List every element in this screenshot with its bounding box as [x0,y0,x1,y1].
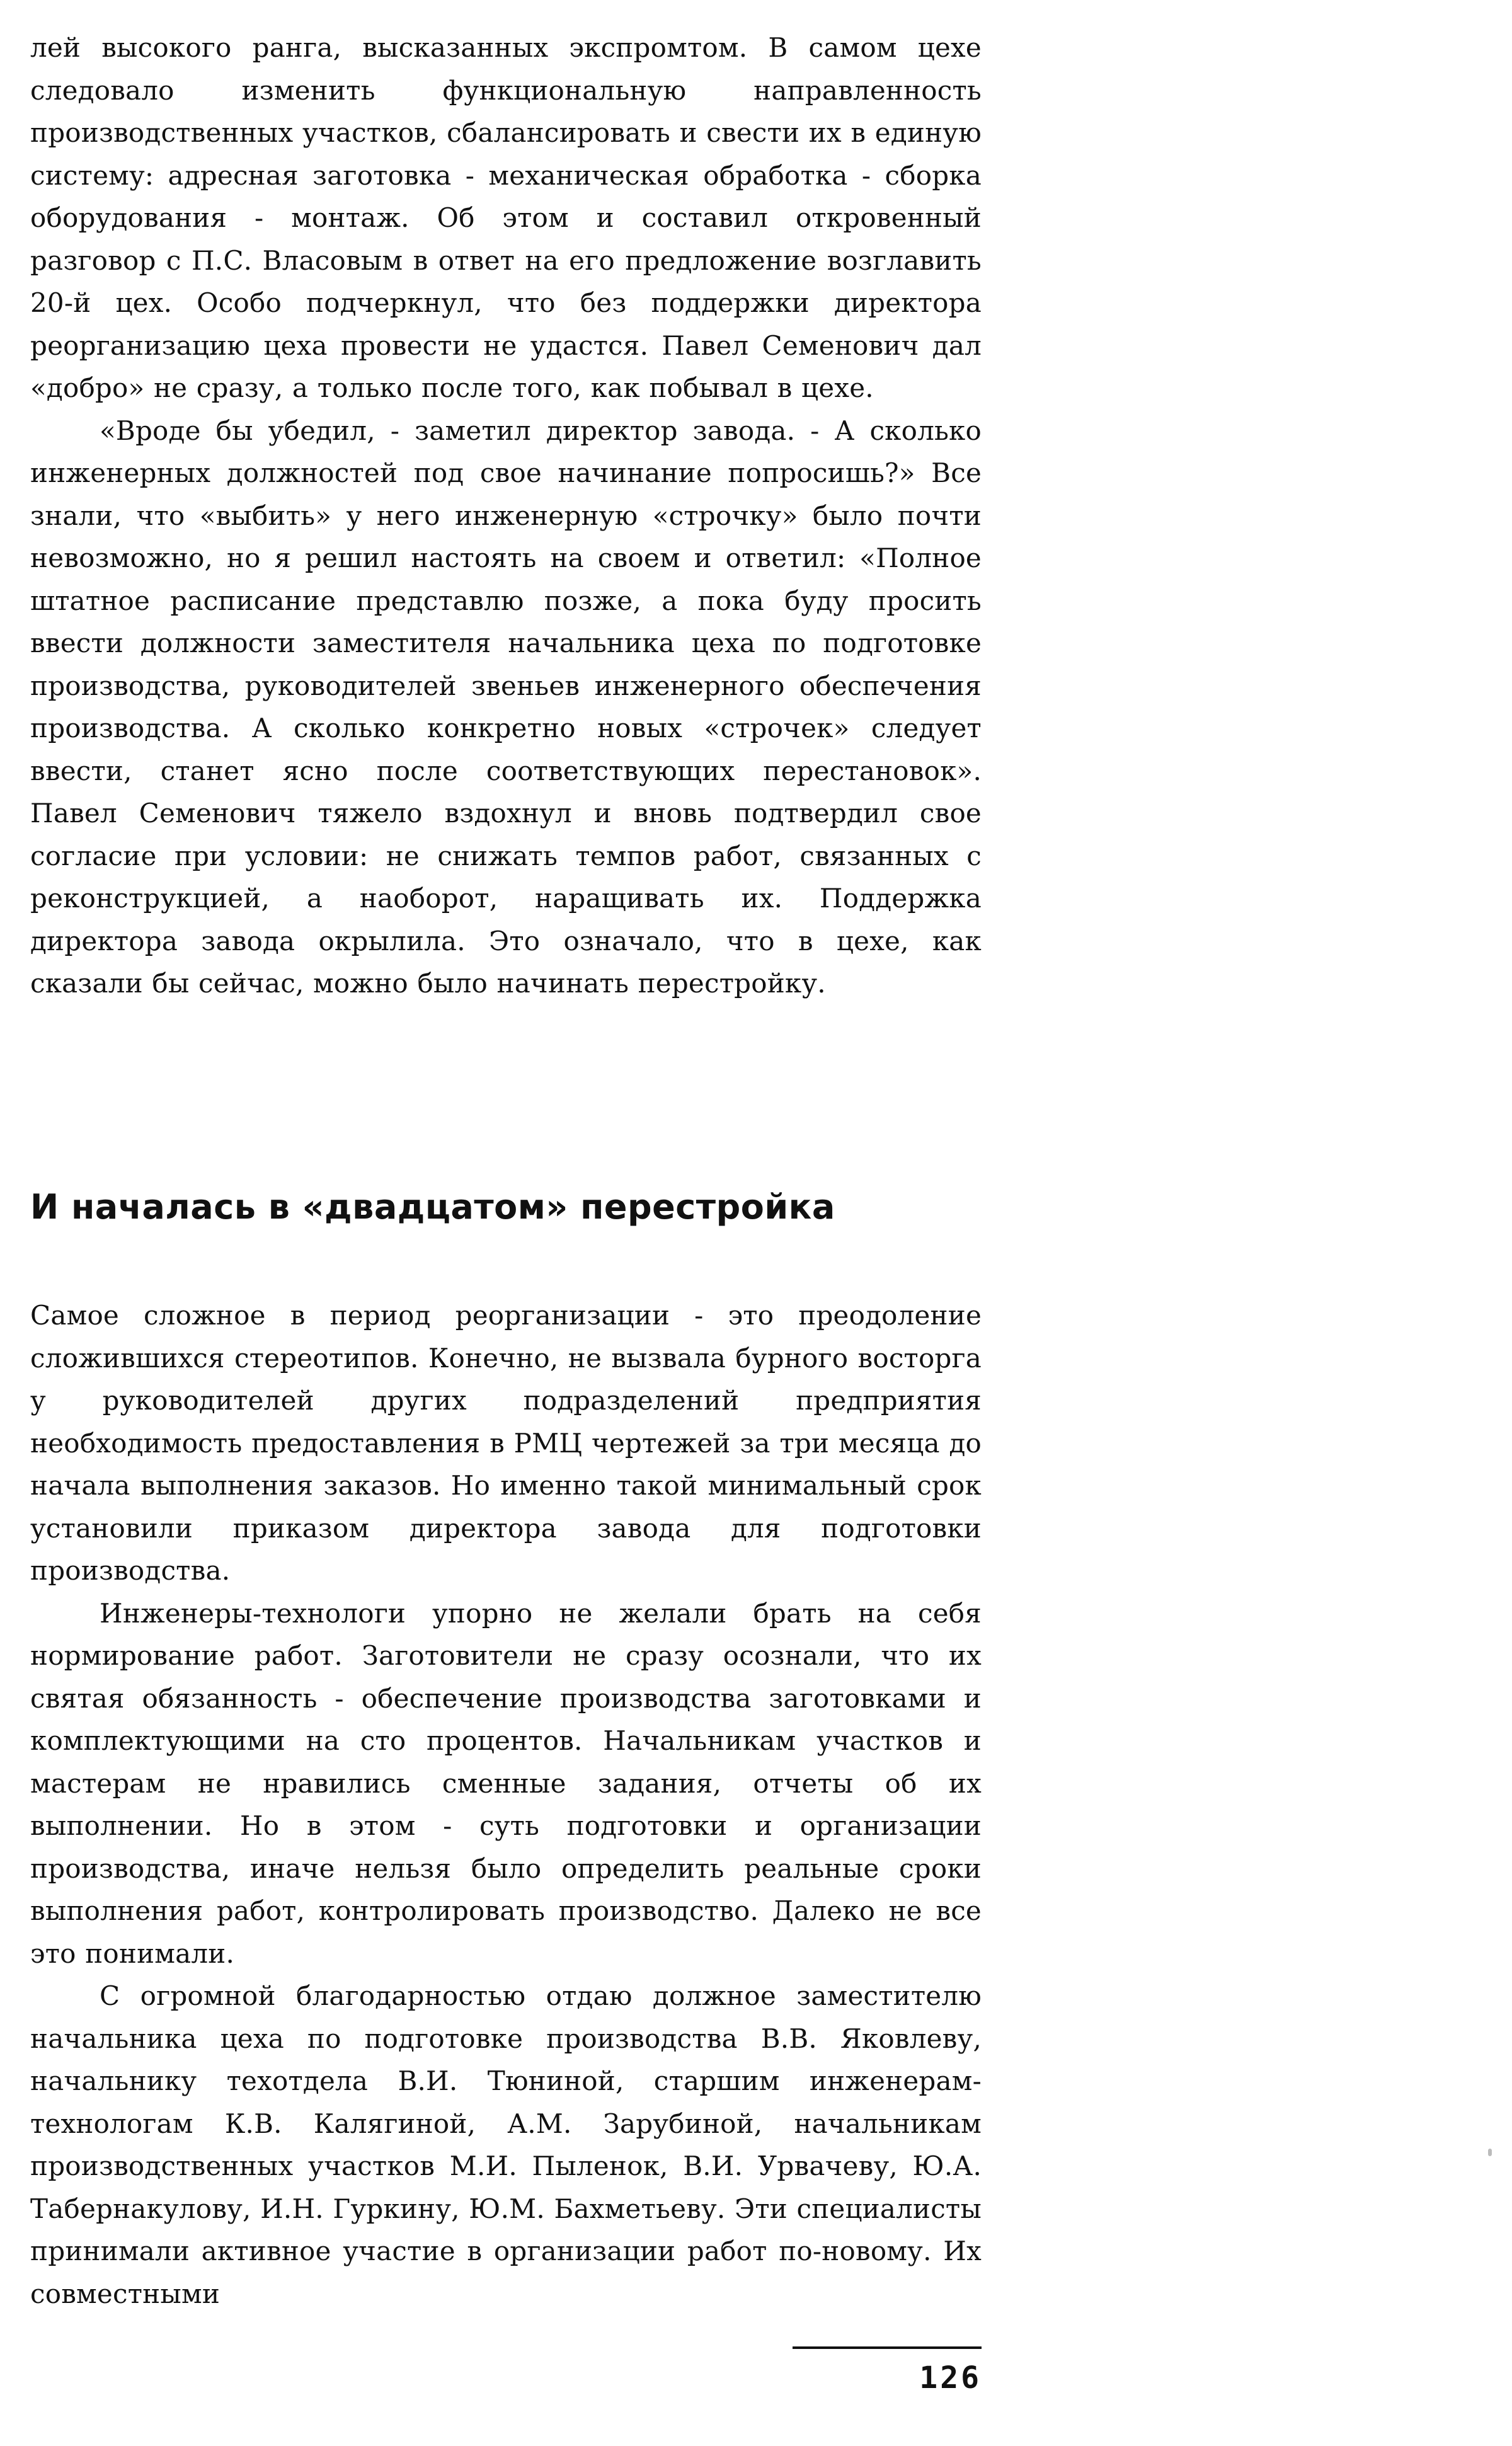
text-block-before-heading [30,26,982,1005]
page-number: 126 [919,2360,982,2396]
paragraph-gratitude: С огромной благодарностью отдаю должное заместителю начальника цеха по подготовке производства В.В. Яковлеву, начальнику техотдела В.И. Тюниной, старшим инженерам-технологам К.В. Калягиной, А.М. Зарубиной, начальникам производственных участков М.И. Пыленок, В.И. Урвачеву, Ю.А. Табернакулову, И.Н. Гуркину, Ю.М. Бахметьеву. Эти специалисты принимали активное участие в организации работ по-новому. Их совместными [30,1980,982,2309]
paragraph-stereotypes: Самое сложное в период реорганизации - это преодоление сложившихся стереотипов. Конечно, не вызвала бурного восторга у руководителей других подразделений предприятия необходимость предоставления в РМЦ чертежей за три месяца до начала выполнения заказов. Но именно такой минимальный срок установили приказом директора завода для подготовки производства. [30,1300,982,1586]
margin-speck [1488,2149,1492,2156]
section-heading: И началась в «двадцатом» перестройка [30,1187,835,1227]
footer-rule [793,2346,982,2349]
paragraph-engineers: Инженеры-технологи упорно не желали брать на себя нормирование работ. Заготовители не сразу осознали, что их святая обязанность - обеспечение производства заготовками и комплектующими на сто процентов. Начальникам участков и мастерам не нравились сменные задания, отчеты об их выполнении. Но в этом - суть подготовки и организации производства, иначе нельзя было определить реальные сроки выполнения работ, контролировать производство. Далеко не все это понимали. [30,1597,982,1969]
paragraph-continuation: лей высокого ранга, высказанных экспромтом. В самом цехе следовало изменить функциональную направленность производственных участков, сбалансировать и свести их в единую систему: адресная заготовка - механическая обработка - сборка оборудования - монтаж. Об этом и составил откровенный разговор с П.С. Власовым в ответ на его предложение возглавить 20-й цех. Особо подчеркнул, что без поддержки директора реорганизацию цеха провести не удастся. Павел Семенович дал «добро» не сразу, а только после того, как побывал в цехе. [30,32,982,403]
text-block-after-heading [30,1294,982,2315]
paragraph-director-dialogue: «Вроде бы убедил, - заметил директор завода. - А сколько инженерных должностей под свое начинание попросишь?» Все знали, что «выбить» у него инженерную «строчку» было почти невозможно, но я решил настоять на своем и ответил: «Полное штатное расписание представлю позже, а пока буду просить ввести должности заместителя начальника цеха по подготовке производства, руководителей звеньев инженерного обеспечения производства. А сколько конкретно новых «строчек» следует ввести, станет ясно после соответствующих перестановок». Павел Семенович тяжело вздохнул и вновь подтвердил свое согласие при условии: не снижать темпов работ, связанных с реконструкцией, а наоборот, наращивать их. Поддержка директора завода окрылила. Это означало, что в цехе, как сказали бы сейчас, можно было начинать перестройку. [30,415,982,999]
